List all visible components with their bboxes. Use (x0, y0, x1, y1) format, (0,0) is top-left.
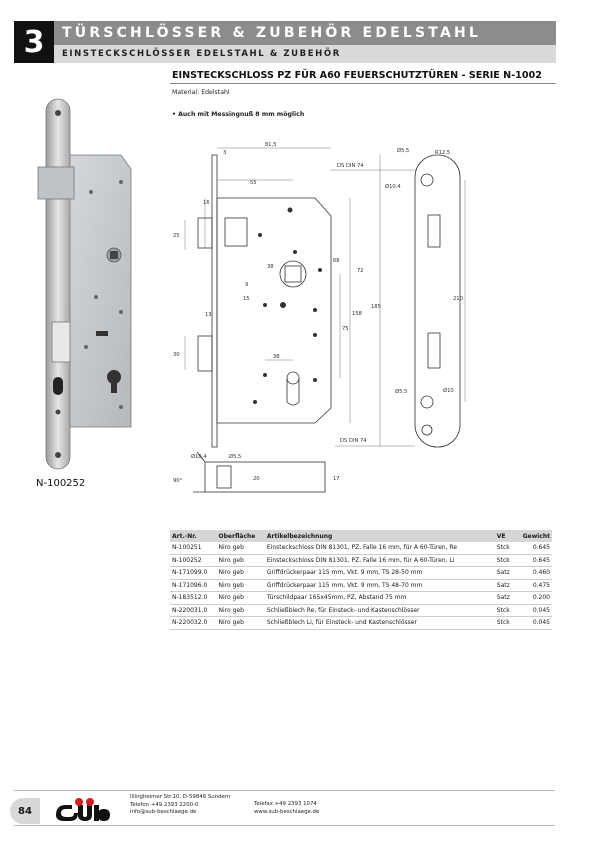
table-row (170, 604, 552, 617)
cell-description: Griffdrückerpaar 115 mm, Vkt. 9 mm, TS 48-70 mm (265, 579, 495, 592)
footer-address: Illingheimer Str.10, D-59846 Sundern (130, 794, 231, 800)
title-divider (170, 83, 556, 84)
col-description: Artikelbezeichnung (265, 530, 495, 542)
cell-description: Schließblech Re, für Einsteck- und Kastenschlösser (265, 604, 495, 617)
col-surface: Oberfläche (217, 530, 265, 542)
sub-logo-icon (54, 797, 116, 823)
dim-15: 15 (243, 296, 250, 302)
cell-unit: Satz (495, 579, 515, 592)
dim-16: 16 (203, 200, 210, 206)
table-row (170, 579, 552, 592)
technical-drawing (165, 140, 470, 500)
dim-185: 185 (371, 304, 381, 310)
chapter-number: 3 (14, 21, 54, 63)
cell-description: Türschildpaar 165x45mm, PZ, Abstand 75 mm (265, 592, 495, 605)
dim-d10-4b: Ø10,4 (191, 454, 207, 460)
dim-ds-din-bot: DS DIN 74 (340, 438, 367, 444)
dim-68: 68 (333, 258, 340, 264)
footer-divider (14, 790, 555, 791)
cell-surface: Niro geb (217, 592, 265, 605)
cell-article-number: N-100251 (170, 542, 217, 554)
cell-weight: 0.645 (515, 542, 552, 554)
cell-surface: Niro geb (217, 567, 265, 580)
dim-20: 20 (253, 476, 260, 482)
cell-surface: Niro geb (217, 554, 265, 567)
footer-address-block (130, 794, 230, 817)
dim-90deg: 90° (173, 478, 183, 484)
footer-phone: Telefon +49 2393 2200-0 (130, 801, 199, 808)
material-text: Material: Edelstahl (172, 89, 230, 96)
cell-unit: Satz (495, 567, 515, 580)
cell-surface: Niro geb (217, 604, 265, 617)
dim-81-5: 81,5 (265, 142, 277, 148)
cell-unit: Stck (495, 617, 515, 630)
footer-email[interactable]: info@sub-beschlaege.de (130, 809, 197, 816)
dim-ds-din-top: DS DIN 74 (337, 163, 364, 169)
dim-9: 9 (245, 282, 249, 288)
lock-photo (36, 97, 156, 472)
product-note: • Auch mit Messingnuß 8 mm möglich (172, 111, 305, 118)
cell-surface: Niro geb (217, 542, 265, 554)
table-row (170, 554, 552, 567)
cell-article-number: N-171099.0 (170, 567, 217, 580)
dim-72: 72 (357, 268, 364, 274)
cell-unit: Stck (495, 604, 515, 617)
dim-d5-5b: Ø5,5 (395, 389, 408, 395)
section-subtitle: EINSTECKSCHLÖSSER EDELSTAHL & ZUBEHÖR (54, 45, 556, 63)
cell-description: Griffdrückerpaar 115 mm, Vkt. 9 mm, TS 28-50 mm (265, 567, 495, 580)
footer-web[interactable]: www.sub-beschlaege.de (254, 808, 320, 815)
cell-article-number: N-220032.0 (170, 617, 217, 630)
dim-d5-5c: Ø5,5 (229, 454, 242, 460)
cell-description: Einsteckschloss DIN 81301, PZ, Falle 16 mm, für A 60-Türen, Li (265, 554, 495, 567)
footer-contact-block (254, 801, 319, 816)
dim-38b: 38 (273, 354, 280, 360)
dim-30: 30 (173, 352, 180, 358)
cell-description: Einsteckschloss DIN 81301, PZ, Falle 16 mm, für A 60-Türen, Re (265, 542, 495, 554)
table-row (170, 542, 552, 554)
cell-article-number: N-220031.0 (170, 604, 217, 617)
dim-55: 55 (250, 180, 257, 186)
dim-d5-5a: Ø5,5 (397, 148, 410, 154)
table-row (170, 592, 552, 605)
col-article-number: Art.-Nr. (170, 530, 217, 542)
cell-weight: 0.645 (515, 554, 552, 567)
cell-article-number: N-183512.0 (170, 592, 217, 605)
footer-divider-bottom (14, 825, 555, 826)
cell-article-number: N-171096.0 (170, 579, 217, 592)
dim-d10-4: Ø10,4 (385, 184, 401, 190)
dim-75: 75 (342, 326, 349, 332)
product-title: EINSTECKSCHLOSS PZ FÜR A60 FEUERSCHUTZTÜREN - SERIE N-1002 (172, 70, 542, 81)
dim-25: 25 (173, 233, 180, 239)
cell-description: Schließblech Li, für Einsteck- und Kastenschlösser (265, 617, 495, 630)
dim-38a: 38 (267, 264, 274, 270)
cell-unit: Stck (495, 554, 515, 567)
col-unit: VE (495, 530, 515, 542)
col-weight: Gewicht (515, 530, 552, 542)
cell-weight: 0.045 (515, 604, 552, 617)
cell-weight: 0.475 (515, 579, 552, 592)
table-row (170, 567, 552, 580)
dim-210: 210 (453, 296, 463, 302)
section-title: TÜRSCHLÖSSER & ZUBEHÖR EDELSTAHL (54, 21, 556, 45)
cell-unit: Satz (495, 592, 515, 605)
cell-surface: Niro geb (217, 579, 265, 592)
dim-158: 158 (352, 311, 362, 317)
dim-d10b: Ø10 (443, 388, 454, 394)
article-table (170, 530, 552, 630)
dim-r12-5: R12,5 (435, 150, 451, 156)
table-header-row (170, 530, 552, 542)
cell-surface: Niro geb (217, 617, 265, 630)
dim-3: 3 (223, 150, 227, 156)
footer-fax: Telefax +49 2393 1074 (254, 801, 317, 807)
photo-caption: N-100252 (36, 478, 86, 489)
table-row (170, 617, 552, 630)
cell-weight: 0.200 (515, 592, 552, 605)
dim-13: 13 (205, 312, 212, 318)
cell-unit: Stck (495, 542, 515, 554)
dim-17: 17 (333, 476, 340, 482)
cell-weight: 0.045 (515, 617, 552, 630)
cell-article-number: N-100252 (170, 554, 217, 567)
page-number: 84 (10, 798, 40, 824)
cell-weight: 0.460 (515, 567, 552, 580)
